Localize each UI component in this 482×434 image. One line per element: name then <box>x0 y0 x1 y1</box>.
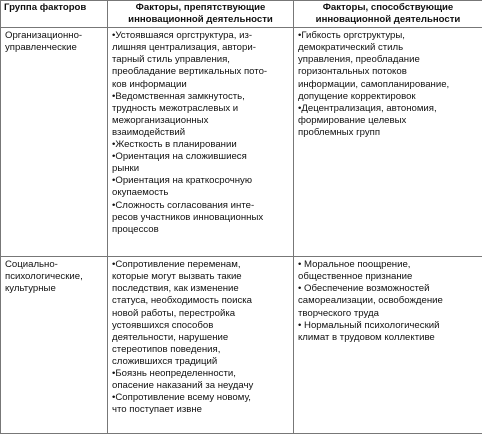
list-item: •Ведомственная замкнутость, трудность межотраслевых и межорганизационных взаимодействий <box>112 91 290 139</box>
list-item: •Сложность согласования инте- ресов участников инновационных процессов <box>112 200 290 236</box>
group-cell <box>1 257 108 434</box>
list-item: •Сопротивление переменам, которые могут вызвать такие последствия, как изменение статуса, необходимость поиска новой работы, перестройка устоявшихся способов деятельности, нарушение стереотипов поведения, сложившихся традиций <box>112 259 290 368</box>
group-label: Организационно- управленческие <box>5 30 82 53</box>
list-item: •Сопротивление всему новому, что поступает извне <box>112 392 290 416</box>
supporting-cell <box>294 257 482 434</box>
hindering-cell <box>108 28 294 257</box>
list-item: • Нормальный психологический климат в трудовом коллективе <box>298 320 479 344</box>
list-item: •Ориентация на краткосрочную окупаемость <box>112 175 290 199</box>
hindering-cell <box>108 257 294 434</box>
list-item: •Ориентация на сложившиеся рынки <box>112 151 290 175</box>
table-row <box>1 257 482 434</box>
list-item: •Устоявшаяся оргструктура, из- лишняя централизация, автори- тарный стиль управления, преобладание вертикальных пото- ков информации <box>112 30 290 90</box>
list-item: • Обеспечение возможностей самореализации, освобождение творческого труда <box>298 283 479 319</box>
list-item: •Децентрализация, автономия, формирование целевых проблемных групп <box>298 103 479 139</box>
header-hindering: Факторы, препятствующие инновационной деятельности <box>108 1 294 28</box>
table-row <box>1 28 482 257</box>
group-cell <box>1 28 108 257</box>
list-item: •Жесткость в планировании <box>112 139 290 151</box>
header-group: Группа факторов <box>1 1 108 28</box>
list-item: • Моральное поощрение, общественное признание <box>298 259 479 283</box>
header-supporting: Факторы, способствующие инновационной деятельности <box>294 1 482 28</box>
header-row <box>1 1 482 28</box>
supporting-cell <box>294 28 482 257</box>
group-label: Социально- психологические, культурные <box>5 259 83 294</box>
list-item: •Боязнь неопределенности, опасение наказаний за неудачу <box>112 368 290 392</box>
list-item: •Гибкость оргструктуры, демократический стиль управления, преобладание горизонтальных потоков информации, самопланирование, допущение корректировок <box>298 30 479 103</box>
